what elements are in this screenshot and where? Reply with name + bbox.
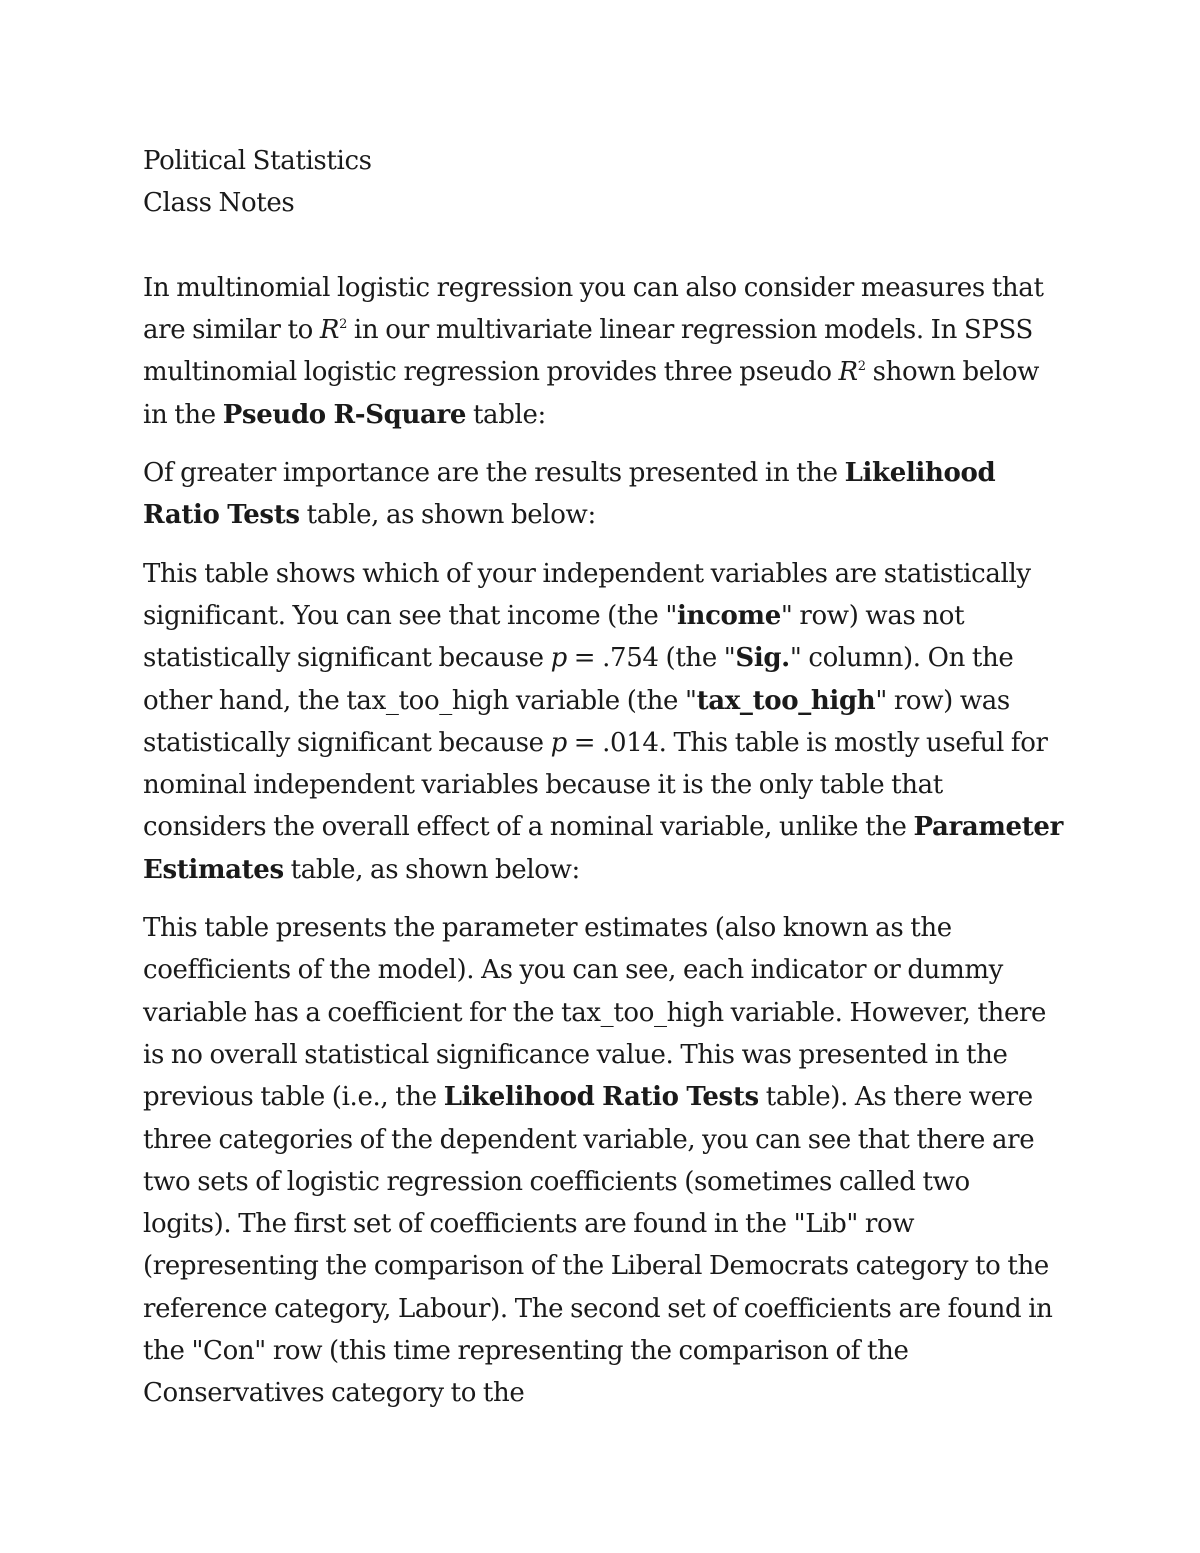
text-run: table, as shown below: <box>283 854 580 885</box>
document-subtitle: Class Notes <box>143 188 295 219</box>
math-p: p <box>550 643 567 674</box>
paragraph-pseudo-r-square <box>143 267 1063 436</box>
course-title: Political Statistics <box>143 146 372 176</box>
text-run: Of greater importance are the results presented in the <box>143 458 845 489</box>
text-run: This table shows which of your independent variables are statistically significant. You can see that income (the " <box>143 558 1031 631</box>
text-run: table). As there were three categories of the dependent variable, you can see that there are two sets of logistic regression coefficients (sometimes called two logits). The first set of coefficients are found in the "Lib" row (representing the comparison of the Liberal Democrats category to the reference category, Labour). The second set of coefficients are found in the "Con" row (this time representing the comparison of the Conservatives category to the <box>143 1082 1053 1409</box>
bold-term: Pseudo R-Square <box>222 399 467 430</box>
text-run: " row) was not statistically significant because <box>143 600 965 674</box>
paragraph-significance <box>143 553 1063 891</box>
bold-term: income <box>677 600 781 631</box>
paragraph-likelihood-ratio <box>143 452 1063 537</box>
bold-term: Likelihood Ratio Tests <box>443 1082 759 1113</box>
text-run: shown below in the <box>143 357 1040 430</box>
math-p: p <box>550 727 567 758</box>
bold-term: Sig. <box>735 643 790 674</box>
text-run: = .014. This table is mostly useful for nominal independent variables because it is the only table that considers the overall effect of a nominal variable, unlike the <box>143 727 1048 843</box>
text-run: " column). On the other hand, the tax_too_high variable (the " <box>143 643 1014 716</box>
paragraph-parameter-estimates <box>143 907 1063 1415</box>
math-r: R <box>319 315 340 346</box>
document-body <box>143 140 1063 1431</box>
bold-term: Parameter Estimates <box>143 812 1063 885</box>
text-run: = .754 (the " <box>566 643 736 674</box>
math-superscript: 2 <box>339 317 347 333</box>
blank-line <box>143 225 1063 267</box>
text-run: This table presents the parameter estimates (also known as the coefficients of the model). As you can see, each indicator or dummy variable has a coefficient for the tax_too_high variable. However, there is no overall statistical significance value. This was presented in the previous table (i.e., the <box>143 913 1047 1113</box>
text-run: table: <box>466 399 546 430</box>
text-run: in our multivariate linear regression models. In SPSS multinomial logistic regression provides three pseudo <box>143 315 1033 388</box>
bold-term: Likelihood Ratio Tests <box>143 458 996 531</box>
text-run: table, as shown below: <box>299 500 596 531</box>
text-run: " row) was statistically significant because <box>143 685 1010 758</box>
math-superscript: 2 <box>857 359 866 375</box>
text-run: In multinomial logistic regression you can also consider measures that are similar to <box>143 272 1044 346</box>
math-r: R <box>838 357 858 388</box>
bold-term: tax_too_high <box>696 685 876 716</box>
